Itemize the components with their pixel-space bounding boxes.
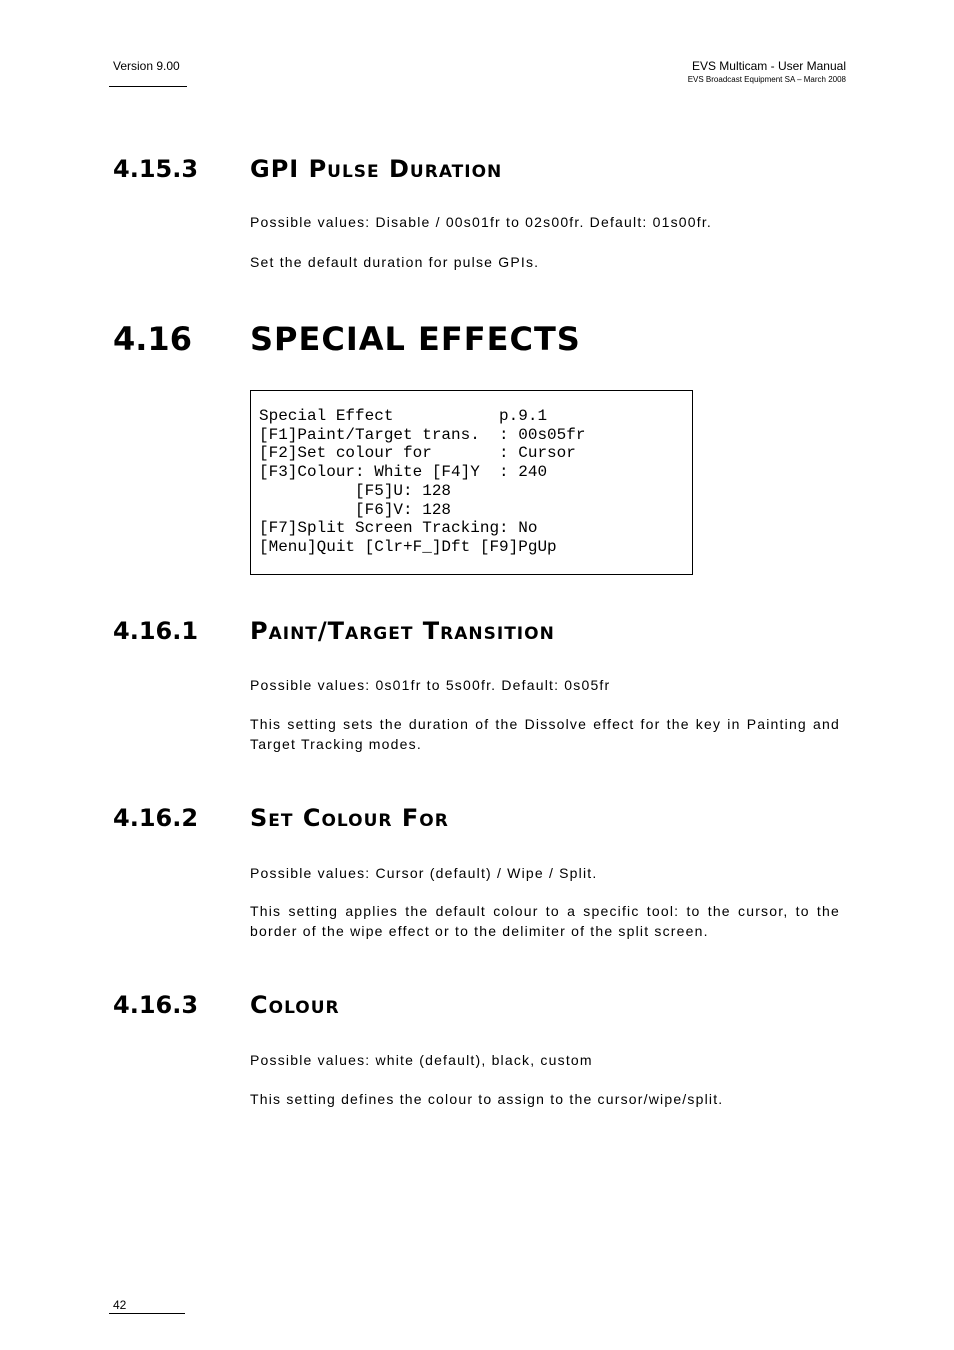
paragraph: This setting defines the colour to assign to the cursor/wipe/split. <box>250 1091 724 1107</box>
paragraph: Set the default duration for pulse GPIs. <box>250 254 540 270</box>
section-title: Set Colour For <box>250 804 449 832</box>
page-number: 42 <box>113 1298 127 1312</box>
paragraph: Possible values: Disable / 00s01fr to 02s00fr. Default: 01s00fr. <box>250 214 713 230</box>
header-divider <box>109 86 187 87</box>
menu-line: [F1]Paint/Target trans. : 00s05fr <box>259 425 586 444</box>
section-number: 4.16.3 <box>113 991 199 1019</box>
paragraph: Possible values: Cursor (default) / Wipe / Split. <box>250 865 598 881</box>
menu-line: [F6]V: 128 <box>259 500 452 519</box>
paragraph: Possible values: white (default), black, custom <box>250 1052 593 1068</box>
section-number: 4.16.1 <box>113 617 199 645</box>
menu-line: [F7]Split Screen Tracking: No <box>259 519 538 538</box>
header-version: Version 9.00 <box>113 59 180 73</box>
paragraph: Possible values: 0s01fr to 5s00fr. Default: 0s05fr <box>250 677 611 693</box>
manual-title: EVS Multicam - User Manual <box>691 59 846 73</box>
menu-line: Special Effect p.9.1 <box>259 407 548 425</box>
publisher-line: EVS Broadcast Equipment SA – March 2008 <box>687 75 846 84</box>
section-title: Paint/Target Transition <box>250 617 555 645</box>
menu-screen-box <box>250 390 693 575</box>
menu-line: [F3]Colour: White [F4]Y : 240 <box>259 463 548 482</box>
menu-line: [F5]U: 128 <box>259 481 452 500</box>
paragraph: This setting applies the default colour to a specific tool: to the cursor, to the border of the wipe effect or to the delimiter of the split screen. <box>250 903 840 939</box>
section-title: SPECIAL EFFECTS <box>250 320 581 358</box>
paragraph: This setting sets the duration of the Dissolve effect for the key in Painting and Target Tracking modes. <box>250 716 840 752</box>
section-title: Colour <box>250 991 340 1019</box>
footer-divider <box>109 1313 185 1314</box>
section-title: GPI Pulse Duration <box>250 155 503 183</box>
menu-line: [F2]Set colour for : Cursor <box>259 444 576 463</box>
section-number: 4.15.3 <box>113 155 199 183</box>
header-right <box>688 59 846 84</box>
section-number: 4.16.2 <box>113 804 199 832</box>
menu-line: [Menu]Quit [Clr+F_]Dft [F9]PgUp <box>259 537 557 556</box>
section-number: 4.16 <box>113 320 192 358</box>
